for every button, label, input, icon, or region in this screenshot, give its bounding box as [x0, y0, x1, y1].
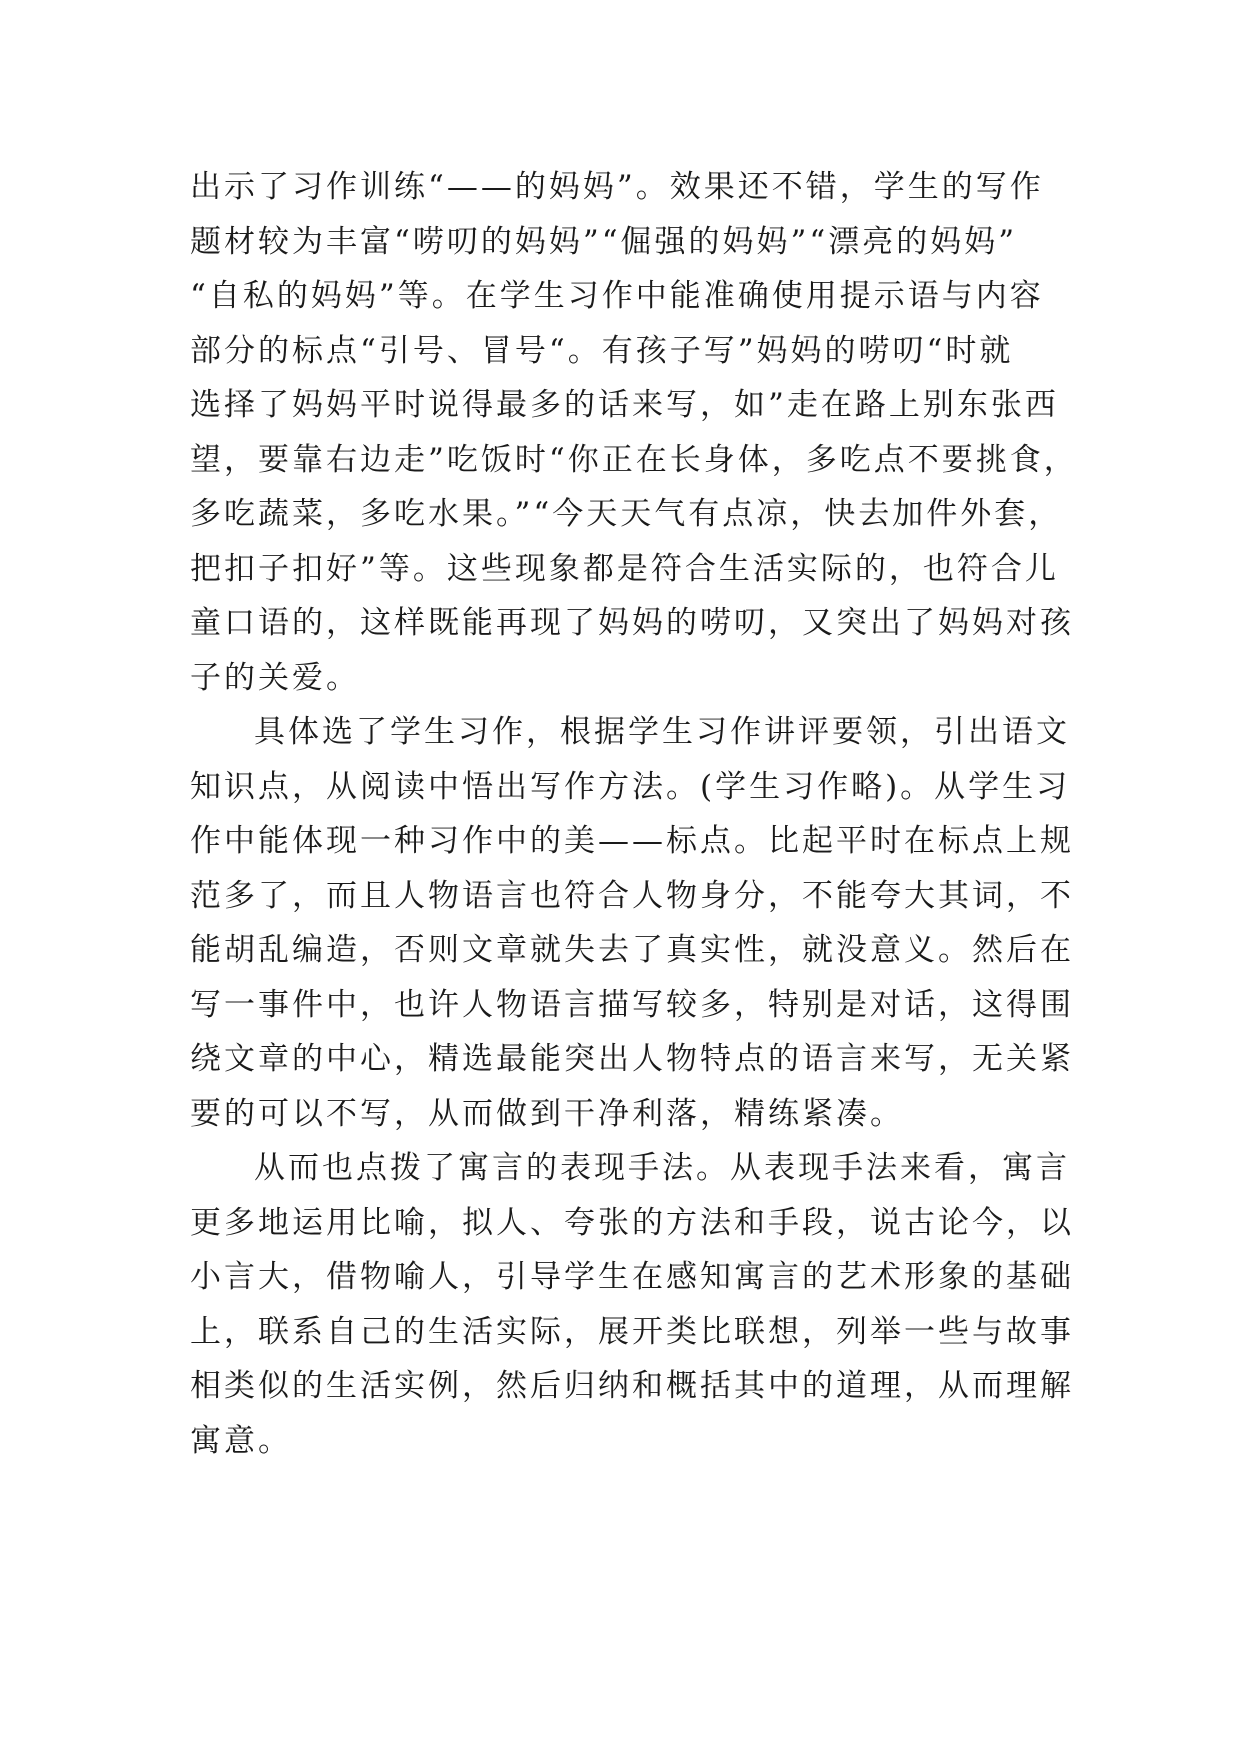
text-line: 绕文章的中心，精选最能突出人物特点的语言来写，无关紧 [190, 1041, 1074, 1077]
text-line: 寓意。 [190, 1422, 292, 1459]
text-line: 子的关爱。 [190, 659, 360, 696]
text-line: 相类似的生活实例，然后归纳和概括其中的道理，从而理解 [190, 1368, 1074, 1404]
text-line: 知识点，从阅读中悟出写作方法。(学生习作略)。从学生习 [190, 768, 1071, 805]
paragraph-2 [190, 705, 1074, 1141]
text-line: 要的可以不写，从而做到干净利落，精练紧凑。 [190, 1095, 904, 1132]
text-line: 望，要靠右边走”吃饭时“你正在长身体，多吃点不要挑食， [190, 441, 1078, 478]
text-line: 把扣子扣好”等。这些现象都是符合生活实际的，也符合儿 [190, 550, 1059, 587]
text-line: 更多地运用比喻，拟人、夸张的方法和手段，说古论今，以 [190, 1204, 1074, 1241]
text-line: 选择了妈妈平时说得最多的话来写，如”走在路上别东张西 [190, 387, 1059, 423]
text-line: 写一事件中，也许人物语言描写较多，特别是对话，这得围 [190, 986, 1074, 1023]
text-line: 多吃蔬菜，多吃水果。”“今天天气有点凉，快去加件外套， [190, 496, 1063, 532]
document-body [190, 160, 1078, 1468]
text-line: 小言大，借物喻人，引导学生在感知寓言的艺术形象的基础 [190, 1259, 1074, 1295]
text-line: 从而也点拨了寓言的表现手法。从表现手法来看，寓言 [254, 1150, 1070, 1186]
text-line: 能胡乱编造，否则文章就失去了真实性，就没意义。然后在 [190, 932, 1074, 968]
text-line: 上，联系自己的生活实际，展开类比联想，列举一些与故事 [190, 1313, 1074, 1350]
paragraph-1 [190, 160, 1078, 705]
text-line: 具体选了学生习作，根据学生习作讲评要领，引出语文 [254, 714, 1070, 750]
text-line: 童口语的，这样既能再现了妈妈的唠叨，又突出了妈妈对孩 [190, 605, 1074, 641]
text-line: 作中能体现一种习作中的美——标点。比起平时在标点上规 [190, 823, 1074, 859]
text-line: “自私的妈妈”等。在学生习作中能准确使用提示语与内容 [190, 278, 1044, 314]
paragraph-3 [190, 1141, 1074, 1468]
text-line: 出示了习作训练“——的妈妈”。效果还不错，学生的写作 [190, 169, 1044, 205]
text-line: 题材较为丰富“唠叨的妈妈”“倔强的妈妈”“漂亮的妈妈” [190, 223, 1018, 260]
text-line: 范多了，而且人物语言也符合人物身分，不能夸大其词，不 [190, 877, 1074, 914]
text-line: 部分的标点“引号、冒号“。有孩子写”妈妈的唠叨“时就 [190, 332, 1014, 369]
